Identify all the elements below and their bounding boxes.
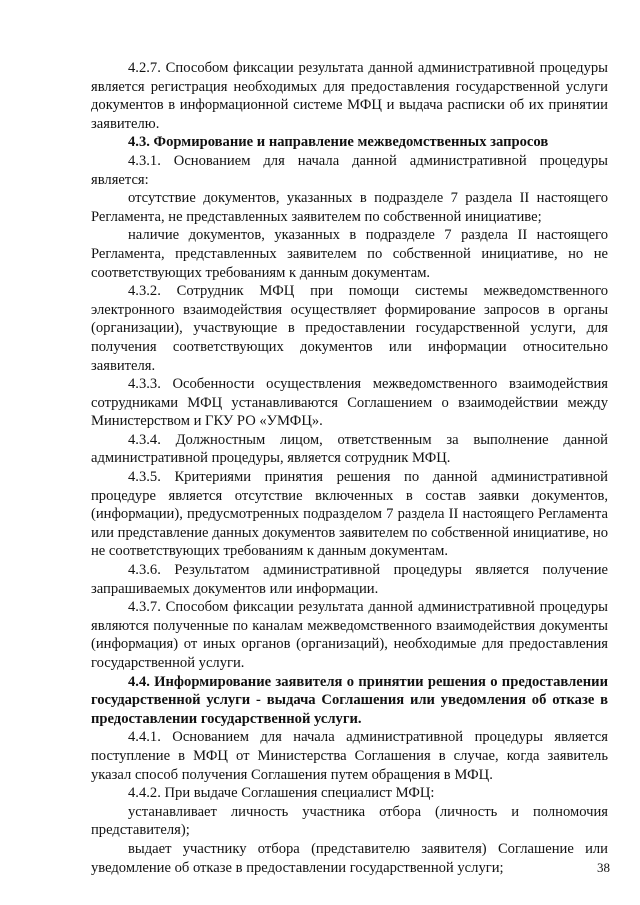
list-item-absence: отсутствие документов, указанных в подразделе 7 раздела II настоящего Регламента, не представленных заявителем по собственной инициативе; bbox=[91, 190, 608, 225]
paragraph-4-4-2: 4.4.2. При выдаче Соглашения специалист МФЦ: bbox=[128, 785, 435, 802]
list-item-issue: выдает участнику отбора (представителю заявителя) Соглашение или уведомление об отказе в предоставлении государственной услуги; bbox=[91, 840, 608, 876]
paragraph-4-3-6: 4.3.6. Результатом административной процедуры является получение запрашиваемых документов или информации. bbox=[91, 562, 608, 597]
paragraph-4-3-2: 4.3.2. Сотрудник МФЦ при помощи системы межведомственного электронного взаимодействия осуществляет формирование запросов в органы (организации), участвующие в предоставлении государственной услуги, для получения соответствующих документов или информации относительно заявителя. bbox=[91, 283, 608, 374]
section-heading-4-4: 4.4. Информирование заявителя о принятии решения о предоставлении государственной услуги - выдача Соглашения или уведомления об отказе в предоставлении государственной услуги. bbox=[91, 673, 608, 727]
paragraph-4-2-7: 4.2.7. Способом фиксации результата данной административной процедуры является регистрация необходимых для предоставления государственной услуги документов в информационной системе МФЦ и выдача расписки об их принятии заявителю. bbox=[91, 60, 608, 132]
page-number: 38 bbox=[597, 860, 610, 875]
paragraph-4-3-4: 4.3.4. Должностным лицом, ответственным за выполнение данной административной процедуры, является сотрудник МФЦ. bbox=[91, 431, 608, 467]
section-heading-4-3: 4.3. Формирование и направление межведомственных запросов bbox=[128, 134, 549, 151]
document-body bbox=[91, 59, 608, 877]
paragraph-4-4-1: 4.4.1. Основанием для начала административной процедуры является поступление в МФЦ от Министерства Соглашения в случае, когда заявитель указал способ получения Соглашения путем обращения в МФЦ. bbox=[91, 729, 608, 783]
paragraph-4-3-7: 4.3.7. Способом фиксации результата данной административной процедуры являются полученные по каналам межведомственного взаимодействия документы (информация) от иных органов (организаций), необходимые для предоставления государственной услуги. bbox=[91, 599, 608, 671]
list-item-presence: наличие документов, указанных в подразделе 7 раздела II настоящего Регламента, представленных заявителем по собственной инициативе, но не соответствующих требованиям к данным документам. bbox=[91, 227, 608, 281]
list-item-identity: устанавливает личность участника отбора (личность и полномочия представителя); bbox=[91, 803, 608, 839]
paragraph-4-3-5: 4.3.5. Критериями принятия решения по данной административной процедуре является отсутствие включенных в состав заявки документов, (информации), предусмотренных подразделом 7 раздела II настоящего Регламента или представление данных документов заявителем по собственной инициативе, но не соответствующих требованиям к данным документам. bbox=[91, 469, 608, 560]
paragraph-4-3-1: 4.3.1. Основанием для начала данной административной процедуры является: bbox=[91, 152, 608, 188]
paragraph-4-3-3: 4.3.3. Особенности осуществления межведомственного взаимодействия сотрудниками МФЦ устанавливаются Соглашением о взаимодействии между Министерством и ГКУ РО «УМФЦ». bbox=[91, 376, 608, 430]
